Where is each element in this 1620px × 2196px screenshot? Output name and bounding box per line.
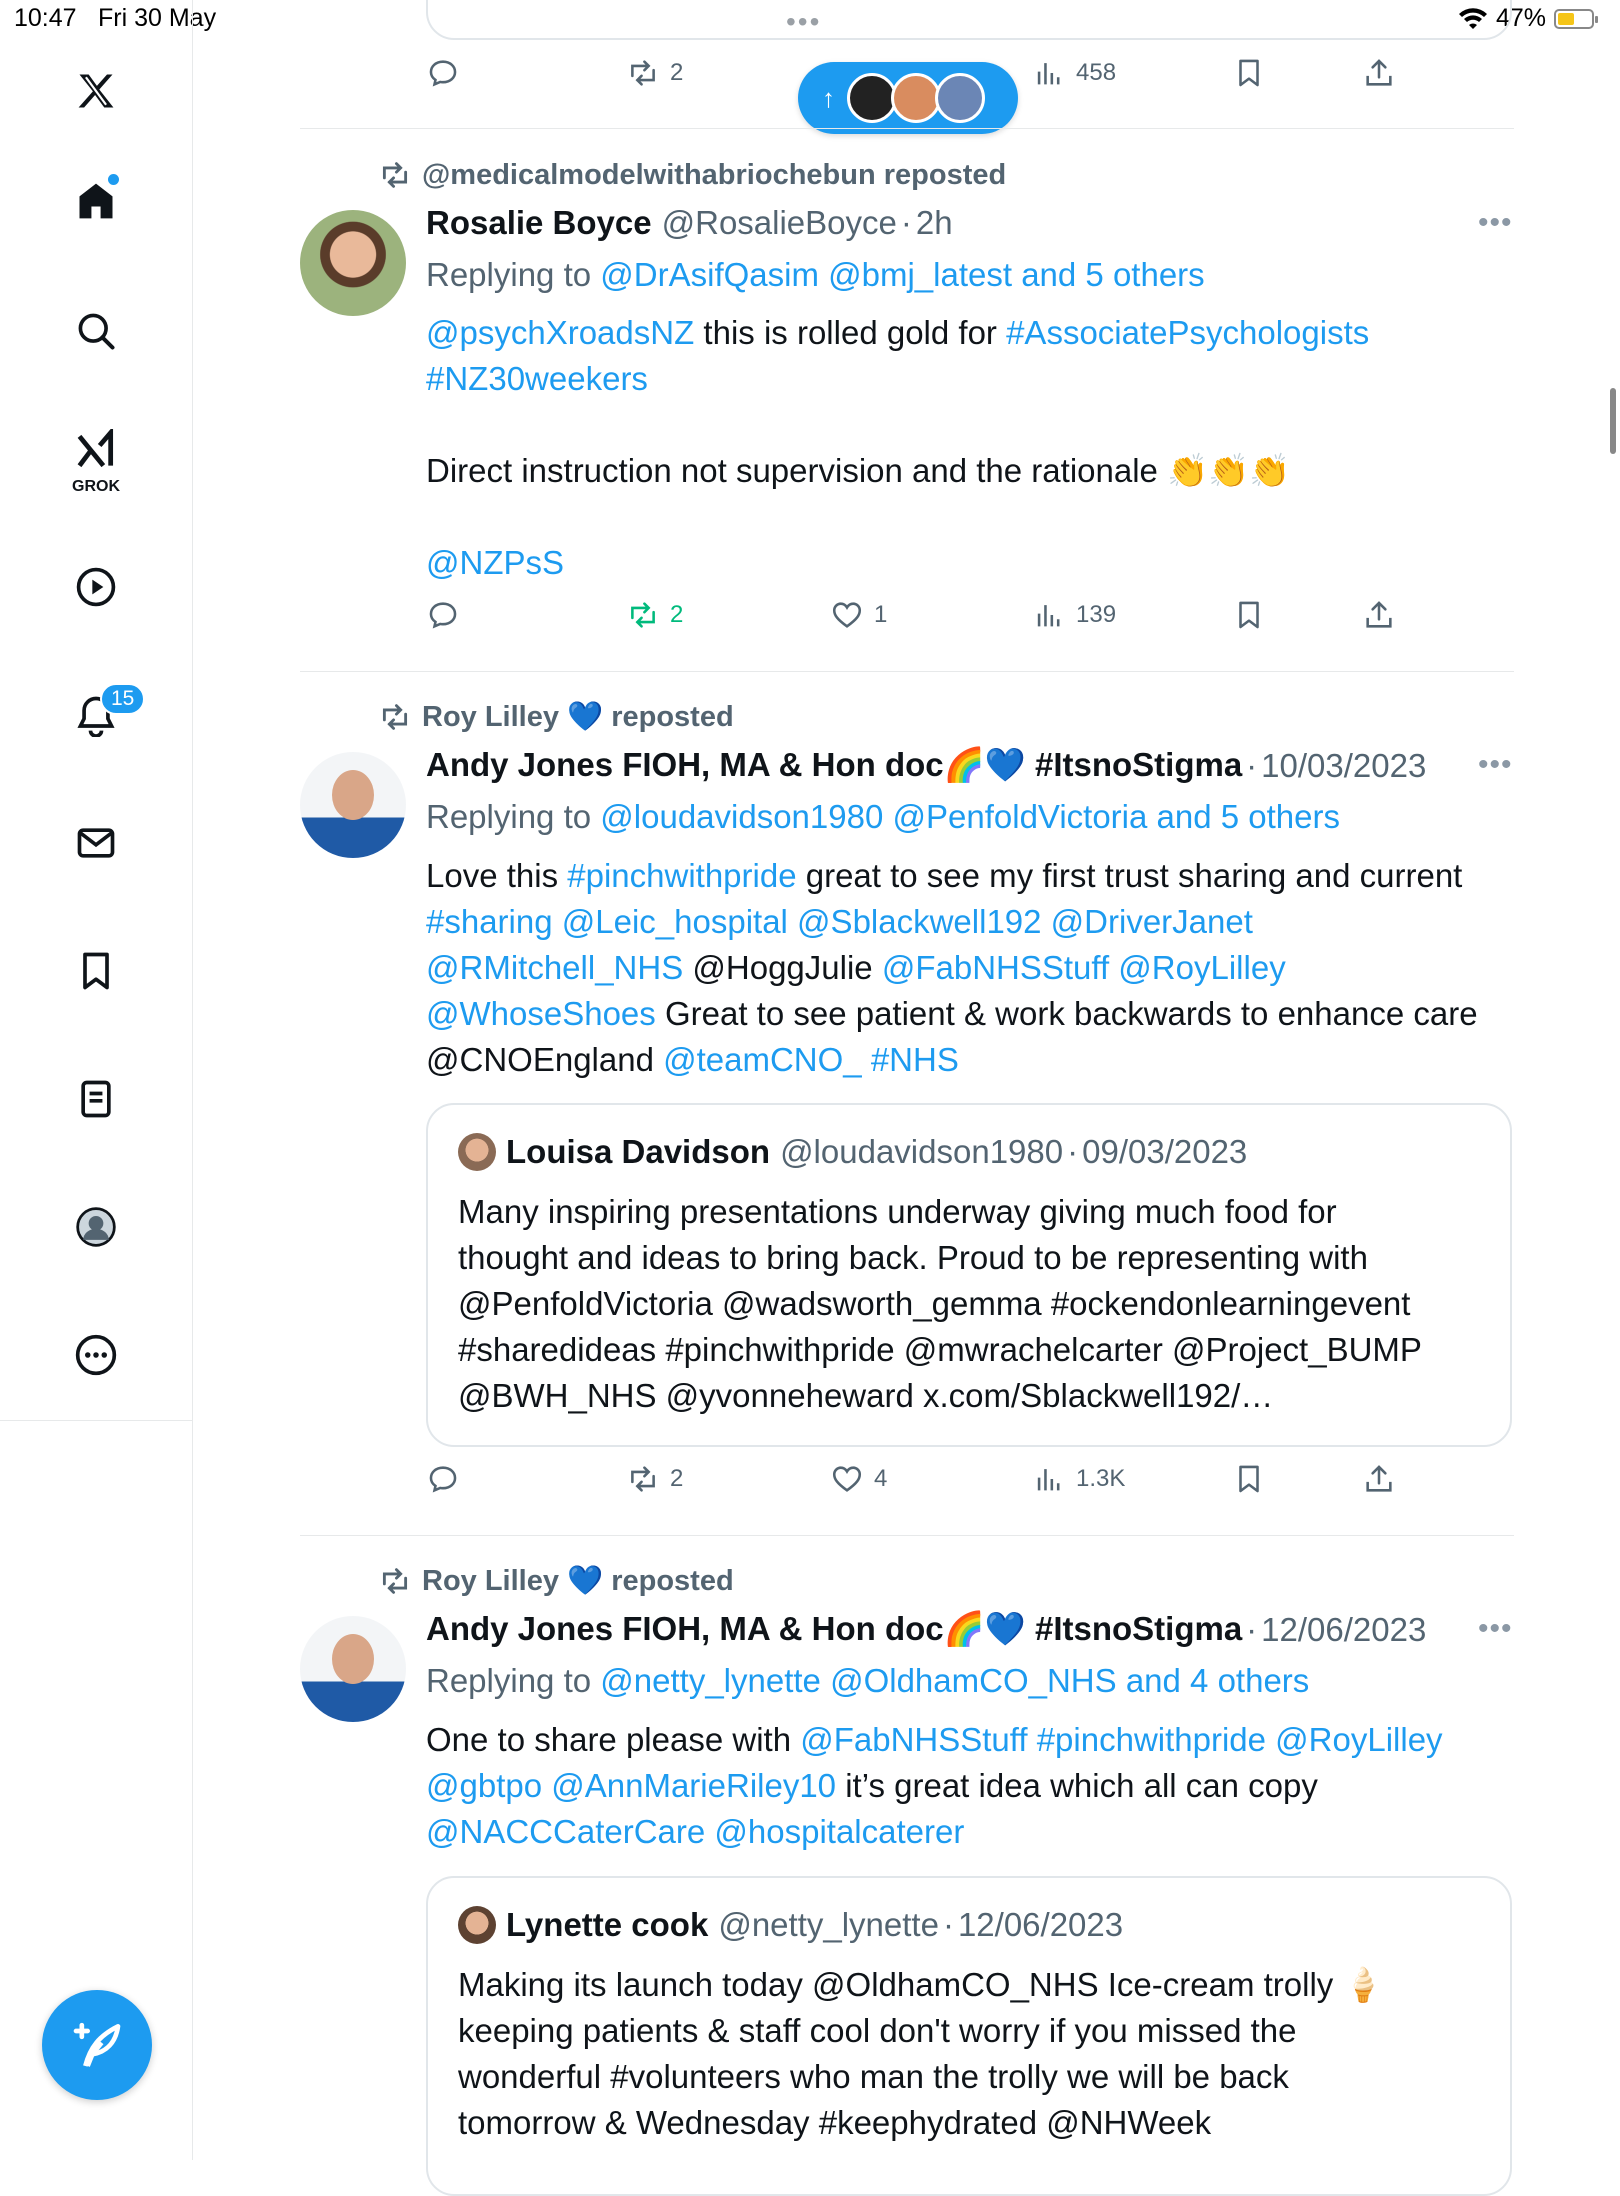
x-logo-icon[interactable]: [71, 66, 121, 116]
scrollbar[interactable]: [1610, 388, 1616, 454]
hashtag-link[interactable]: #pinchwithpride: [567, 857, 797, 894]
bookmark-button[interactable]: [1232, 1462, 1266, 1496]
views-chart-icon: [1032, 598, 1066, 632]
replying-prefix: Replying to: [426, 256, 592, 293]
mention-link[interactable]: @RMitchell_NHS: [426, 949, 684, 986]
reply-button[interactable]: [426, 598, 460, 632]
body-text: One to share please with: [426, 1721, 801, 1758]
notification-count-badge: 15: [100, 683, 145, 715]
share-button[interactable]: [1362, 598, 1396, 632]
search-icon[interactable]: [71, 306, 121, 356]
quote-header: [458, 1133, 1247, 1171]
bookmark-icon: [1232, 598, 1266, 632]
author-name[interactable]: Rosalie Boyce: [426, 204, 652, 241]
like-count: 1: [874, 601, 888, 628]
tweet-more-icon[interactable]: •••: [1478, 1612, 1513, 1645]
reply-icon: [426, 1462, 460, 1496]
share-button[interactable]: [1362, 1462, 1396, 1496]
quoted-tweet-card[interactable]: [426, 1103, 1512, 1447]
quote-author-avatar: [458, 1906, 496, 1944]
quote-line: #sharedideas #pinchwithpride @mwrachelcarter @Project_BUMP: [458, 1331, 1422, 1368]
grok-label: GROK: [72, 478, 120, 495]
separator-dot: ·: [1246, 746, 1258, 784]
share-icon: [1362, 1462, 1396, 1496]
battery-percent: 47%: [1495, 4, 1546, 32]
mention-links[interactable]: @FabNHSStuff @RoyLilley: [881, 949, 1286, 986]
author-name[interactable]: Andy Jones FIOH, MA & Hon doc🌈💙 #ItsnoStigma: [426, 1610, 1243, 1647]
repost-icon: [626, 56, 660, 90]
tweet-body: [426, 1717, 1526, 1855]
divider: [300, 128, 1514, 129]
repost-button[interactable]: [626, 1462, 683, 1496]
tweet-more-icon[interactable]: •••: [1478, 748, 1513, 781]
views-chart-icon: [1032, 1462, 1066, 1496]
like-count: 4: [874, 1465, 888, 1492]
like-button[interactable]: [830, 598, 887, 632]
home-unread-dot: [108, 174, 119, 185]
mention-links[interactable]: @FabNHSStuff #pinchwithpride @RoyLilley: [800, 1721, 1443, 1758]
body-text: Direct instruction not supervision and the rationale 👏👏👏: [426, 452, 1291, 489]
quote-line: wonderful #volunteers who man the trolly we will be back: [458, 2058, 1289, 2095]
repost-context[interactable]: [378, 1564, 734, 1598]
quote-time: 09/03/2023: [1082, 1133, 1248, 1170]
like-button[interactable]: [830, 1462, 887, 1496]
author-avatar[interactable]: [300, 1616, 406, 1722]
view-count: 139: [1076, 601, 1117, 628]
author-handle[interactable]: @RosalieBoyce: [661, 204, 897, 241]
body-text: it’s great idea which all can copy: [836, 1767, 1318, 1804]
bookmarks-icon[interactable]: [71, 946, 121, 996]
tweet-body: [426, 853, 1526, 1083]
mention-link[interactable]: @NZPsS: [426, 544, 565, 581]
views-button[interactable]: [1032, 1462, 1125, 1496]
battery-icon: [1554, 9, 1594, 29]
author-avatar[interactable]: [300, 752, 406, 858]
reposted-by-label: Roy Lilley 💙 reposted: [422, 701, 734, 733]
views-button[interactable]: [1032, 56, 1116, 90]
quoted-tweet-card[interactable]: [426, 1876, 1512, 2196]
separator-dot: ·: [942, 1906, 954, 1943]
sidebar: [0, 0, 193, 2160]
hashtag-link[interactable]: #NZ30weekers: [426, 360, 648, 397]
status-time: 10:47: [14, 4, 77, 32]
bookmark-icon: [1232, 1462, 1266, 1496]
body-text: @HoggJulie: [683, 949, 882, 986]
multitask-dots-icon[interactable]: •••: [786, 6, 822, 37]
lists-icon[interactable]: [71, 1074, 121, 1124]
repost-count: 2: [670, 1465, 684, 1492]
tweet-body: [426, 310, 1516, 586]
repost-count: 2: [670, 59, 684, 86]
mention-links[interactable]: #sharing @Leic_hospital @Sblackwell192 @DriverJanet: [426, 903, 1253, 940]
mention-link[interactable]: @psychXroadsNZ: [426, 314, 695, 351]
repost-icon: [626, 598, 660, 632]
tweet-header: [426, 204, 953, 242]
quote-line: Making its launch today @OldhamCO_NHS Ice-cream trolly 🍦: [458, 1966, 1384, 2003]
views-button[interactable]: [1032, 598, 1116, 632]
quote-time: 12/06/2023: [957, 1906, 1124, 1943]
body-text: Great to see patient & work backwards to enhance care: [655, 995, 1478, 1032]
tweet-header: [426, 1610, 1426, 1649]
messages-envelope-icon[interactable]: [71, 818, 121, 868]
tweet-time[interactable]: 12/06/2023: [1261, 1610, 1427, 1648]
pill-avatar-3: [935, 73, 985, 123]
author-avatar[interactable]: [300, 210, 406, 316]
compose-feather-icon: [69, 2017, 125, 2073]
more-options-icon[interactable]: [71, 1330, 121, 1380]
reply-icon: [426, 56, 460, 90]
body-text: Love this: [426, 857, 568, 894]
view-count: 1.3K: [1076, 1465, 1126, 1492]
sidebar-separator: [0, 1420, 192, 1421]
replying-prefix: Replying to: [426, 798, 592, 835]
replying-to-users[interactable]: @netty_lynette @OldhamCO_NHS and 4 others: [600, 1662, 1310, 1699]
compose-post-button[interactable]: [42, 1990, 152, 2100]
mention-link[interactable]: @WhoseShoes: [426, 995, 656, 1032]
quote-author-handle: @loudavidson1980: [780, 1133, 1064, 1170]
reposted-by-label: Roy Lilley 💙 reposted: [422, 1565, 734, 1597]
share-button[interactable]: [1362, 56, 1396, 90]
repost-small-icon: [378, 700, 412, 734]
mention-links[interactable]: @gbtpo @AnnMarieRiley10: [426, 1767, 837, 1804]
repost-small-icon: [378, 1564, 412, 1598]
repost-count: 2: [670, 601, 684, 628]
quote-header: [458, 1906, 1123, 1944]
separator-dot: ·: [1067, 1133, 1079, 1170]
bookmark-icon: [1232, 56, 1266, 90]
body-text: this is rolled gold for: [694, 314, 1007, 351]
divider: [300, 1535, 1514, 1536]
mention-links[interactable]: @NACCCaterCare @hospitalcaterer: [426, 1813, 965, 1850]
tweet-more-icon[interactable]: •••: [1478, 206, 1513, 239]
arrow-up-icon: ↑: [822, 82, 835, 113]
repost-button[interactable]: [626, 56, 683, 90]
replying-to-users[interactable]: @loudavidson1980 @PenfoldVictoria and 5 others: [600, 798, 1340, 835]
new-posts-pill[interactable]: [798, 62, 1018, 134]
grok-icon[interactable]: [71, 426, 121, 476]
quote-line: keeping patients & staff cool don't worry if you missed the: [458, 2012, 1297, 2049]
video-icon[interactable]: [71, 562, 121, 612]
body-text: great to see my first trust sharing and current: [796, 857, 1463, 894]
repost-button[interactable]: [626, 598, 683, 632]
replying-to-users[interactable]: @DrAsifQasim @bmj_latest and 5 others: [600, 256, 1205, 293]
quote-body: [458, 1962, 1384, 2146]
quote-line: thought and ideas to bring back. Proud to be representing with: [458, 1239, 1368, 1276]
quote-author-name: Louisa Davidson: [506, 1133, 771, 1170]
reposted-by-label: @medicalmodelwithabriochebun reposted: [422, 158, 1007, 191]
quote-line: Many inspiring presentations underway giving much food for: [458, 1193, 1337, 1230]
separator-dot: ·: [900, 204, 912, 241]
bookmark-button[interactable]: [1232, 598, 1266, 632]
status-date: Fri 30 May: [98, 4, 217, 32]
share-icon: [1362, 56, 1396, 90]
repost-icon: [626, 1462, 660, 1496]
pill-avatar-2: [891, 73, 941, 123]
separator-dot: ·: [1246, 1610, 1258, 1648]
replying-to-line: [426, 252, 1205, 298]
quote-line: @PenfoldVictoria @wadsworth_gemma #ockendonlearningevent: [458, 1285, 1411, 1322]
tweet-actions: [426, 1462, 1426, 1512]
previous-quote-card: [426, 0, 1512, 40]
tweet-actions: [426, 598, 1426, 648]
reply-button[interactable]: [426, 56, 460, 90]
heart-icon: [830, 1462, 864, 1496]
quote-author-avatar: [458, 1133, 496, 1171]
share-icon: [1362, 598, 1396, 632]
repost-context[interactable]: [378, 158, 1006, 192]
repost-small-icon: [378, 158, 412, 192]
heart-icon: [830, 598, 864, 632]
replying-to-line: [426, 794, 1340, 840]
mention-links[interactable]: @teamCNO_ #NHS: [663, 1041, 959, 1078]
reply-button[interactable]: [426, 1462, 460, 1496]
replying-prefix: Replying to: [426, 1662, 592, 1699]
tweet-time[interactable]: 2h: [915, 204, 953, 241]
quote-author-name: Lynette cook: [506, 1906, 709, 1943]
view-count: 458: [1076, 59, 1117, 86]
quote-line: tomorrow & Wednesday #keephydrated @NHWeek: [458, 2104, 1212, 2141]
repost-context[interactable]: [378, 700, 734, 734]
profile-avatar-icon[interactable]: [71, 1202, 121, 1252]
hashtag-link[interactable]: #AssociatePsychologists: [1006, 314, 1370, 351]
quote-body: [458, 1189, 1422, 1419]
bookmark-button[interactable]: [1232, 56, 1266, 90]
replying-to-line: [426, 1658, 1309, 1704]
pill-avatar-1: [847, 73, 897, 123]
views-chart-icon: [1032, 56, 1066, 90]
quote-author-handle: @netty_lynette: [718, 1906, 939, 1943]
author-name[interactable]: Andy Jones FIOH, MA & Hon doc🌈💙 #ItsnoStigma: [426, 746, 1243, 783]
divider: [300, 671, 1514, 672]
body-text: @CNOEngland: [426, 1041, 664, 1078]
quote-line[interactable]: @BWH_NHS @yvonneheward x.com/Sblackwell192/…: [458, 1377, 1274, 1414]
tweet-time[interactable]: 10/03/2023: [1261, 746, 1427, 784]
tweet-header: [426, 746, 1426, 785]
reply-icon: [426, 598, 460, 632]
